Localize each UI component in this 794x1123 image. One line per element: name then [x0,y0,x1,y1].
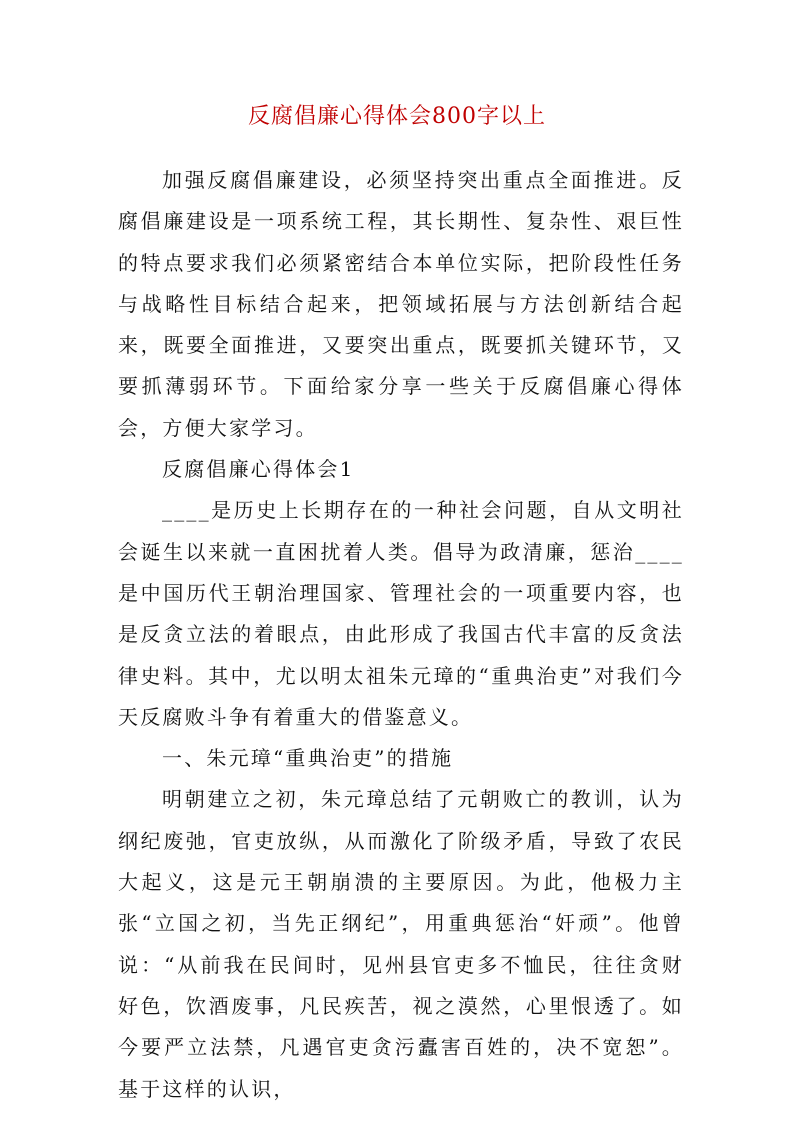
document-title: 反腐倡廉心得体会800字以上 [248,104,546,129]
body-paragraph-2: 明朝建立之初，朱元璋总结了元朝败亡的教训，认为纲纪废弛，官吏放纵，从而激化了阶级矛盾，导致了农民大起义，这是元王朝崩溃的主要原因。为此，他极力主张“立国之初，当先正纲纪”，用重典惩治“奸顽”。他曾说：“从前我在民间时，见州县官吏多不恤民，往往贪财好色，饮酒废事，凡民疾苦，视之漠然，心里恨透了。如今要严立法禁，凡遇官吏贪污蠹害百姓的，决不宽恕”。基于这样的认识， [118,787,684,1101]
body-paragraph-1: ____是历史上长期存在的一种社会问题，自从文明社会诞生以来就一直困扰着人类。倡导为政清廉，惩治____是中国历代王朝治理国家、管理社会的一项重要内容，也是反贪立法的着眼点，由此形成了我国古代丰富的反贪法律史料。其中，尤以明太祖朱元璋的“重典治吏”对我们今天反腐败斗争有着重大的借鉴意义。 [118,498,684,729]
subsection-heading-1: 一、朱元璋“重典治吏”的措施 [162,746,454,771]
intro-paragraph: 加强反腐倡廉建设，必须坚持突出重点全面推进。反腐倡廉建设是一项系统工程，其长期性、复杂性、艰巨性的特点要求我们必须紧密结合本单位实际，把阶段性任务与战略性目标结合起来，把领域拓展与方法创新结合起来，既要全面推进，又要突出重点，既要抓关键环节，又要抓薄弱环节。下面给家分享一些关于反腐倡廉心得体会，方便大家学习。 [118,168,684,440]
section-heading-1: 反腐倡廉心得体会1 [162,457,355,482]
document-body [118,160,684,1110]
